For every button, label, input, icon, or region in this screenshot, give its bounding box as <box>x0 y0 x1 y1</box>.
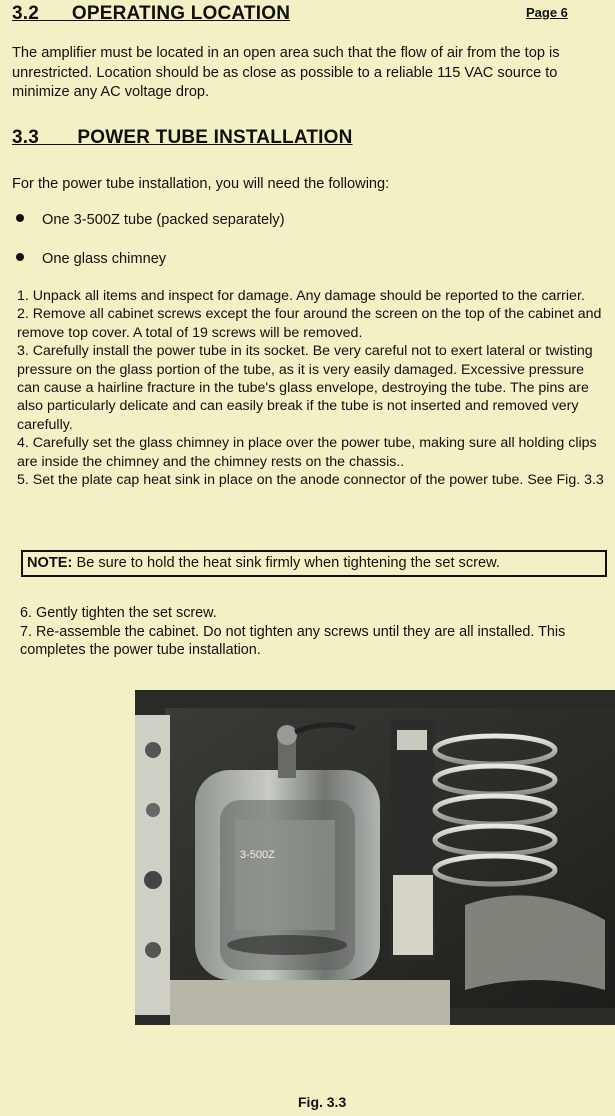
step-5: 5. Set the plate cap heat sink in place on the anode connector of the power tube. See Fig. 3.3 <box>17 472 604 489</box>
section-33-title: POWER TUBE INSTALLATION <box>77 127 353 148</box>
section-33-heading <box>12 127 353 149</box>
step-4: 4. Carefully set the glass chimney in place over the power tube, making sure all holding clips are inside the chimney and the chimney rests on the chassis.. <box>17 435 597 470</box>
section-32-heading <box>12 3 290 25</box>
note-text: Be sure to hold the heat sink firmly when tightening the set screw. <box>72 555 500 571</box>
step-6: 6. Gently tighten the set screw. <box>20 605 217 621</box>
list-item-text: One glass chimney <box>42 251 167 267</box>
list-item <box>16 251 166 267</box>
step-3: 3. Carefully install the power tube in its socket. Be very careful not to exert lateral or twisting pressure on the glass portion of the tube, as it is very easily damaged. Excessive pressure can cause a hairline fracture in the tube's glass envelope, destroying the tube. The pins are also particularly delicate and can easily break if the tube is not inserted and removed very carefully. <box>17 343 593 433</box>
step-2: 2. Remove all cabinet screws except the four around the screen on the top of the cabinet and remove top cover. A total of 19 screws will be removed. <box>17 306 602 341</box>
steps-list-continued <box>20 604 610 660</box>
section-32-body: The amplifier must be located in an open area such that the flow of air from the top is unrestricted. Location should be as close as possible to a reliable 115 VAC source to minimize any AC voltage drop. <box>12 45 560 100</box>
list-item-text: One 3-500Z tube (packed separately) <box>42 212 285 228</box>
steps-list <box>17 287 609 489</box>
section-33-intro: For the power tube installation, you will need the following: <box>12 176 390 192</box>
section-32-title: OPERATING LOCATION <box>71 3 291 24</box>
note-label: NOTE: <box>27 555 73 571</box>
page-number: Page 6 <box>526 5 568 20</box>
bullet-icon <box>16 253 24 261</box>
list-item <box>16 212 285 228</box>
section-33-number: 3.3 <box>12 127 40 148</box>
tube-label: 3-500Z <box>240 849 275 861</box>
section-32-number: 3.2 <box>12 3 40 24</box>
note-box <box>21 550 607 577</box>
bullet-icon <box>16 214 24 222</box>
power-tube-photo <box>135 690 615 1025</box>
step-7: 7. Re-assemble the cabinet. Do not tighten any screws until they are all installed. This completes the power tube installation. <box>20 623 566 659</box>
step-1: 1. Unpack all items and inspect for damage. Any damage should be reported to the carrier. <box>17 288 585 304</box>
figure-caption: Fig. 3.3 <box>298 1094 347 1110</box>
